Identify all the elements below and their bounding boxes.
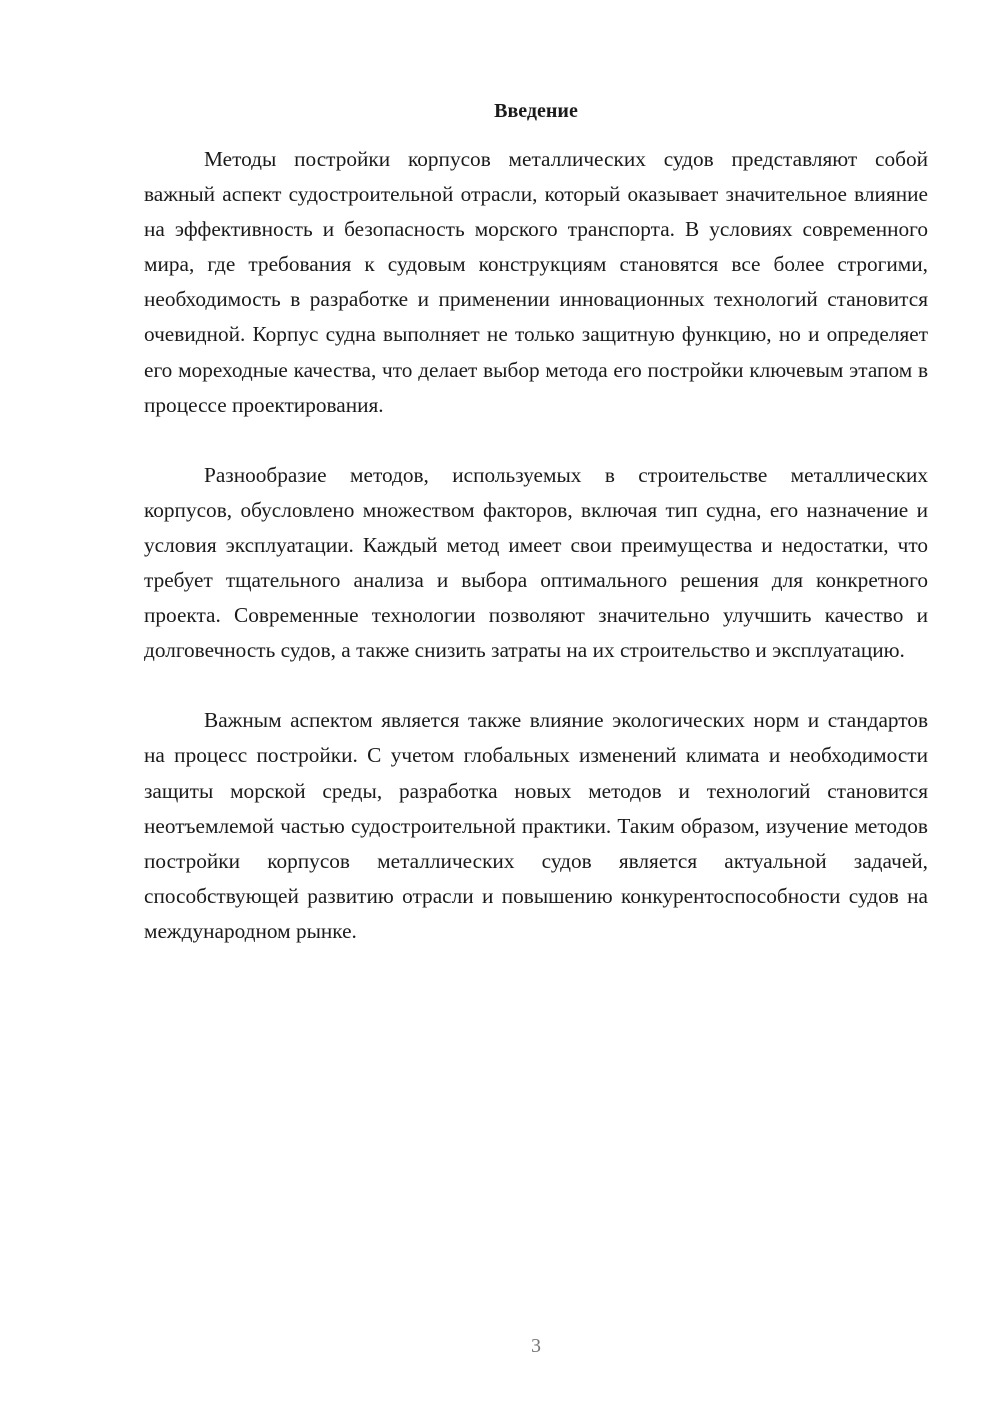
page-number: 3 [531,1335,541,1357]
body-text [144,142,928,949]
paragraph-1: Методы постройки корпусов металлических судов представляют собой важный аспект судостроительной отрасли, который оказывает значительное влияние на эффективность и безопасность морского транспорта. В условиях современного мира, где требования к судовым конструкциям становятся все более строгими, необходимость в разработке и применении инновационных технологий становится очевидной. Корпус судна выполняет не только защитную функцию, но и определяет его мореходные качества, что делает выбор метода его постройки ключевым этапом в процессе проектирования. [144,147,928,417]
paragraph-2: Разнообразие методов, используемых в строительстве металлических корпусов, обусловлено множеством факторов, включая тип судна, его назначение и условия эксплуатации. Каждый метод имеет свои преимущества и недостатки, что требует тщательного анализа и выбора оптимального решения для конкретного проекта. Современные технологии позволяют значительно улучшить качество и долговечность судов, а также снизить затраты на их строительство и эксплуатацию. [144,462,928,663]
section-heading: Введение [494,100,578,122]
paragraph-3: Важным аспектом является также влияние экологических норм и стандартов на процесс постройки. С учетом глобальных изменений климата и необходимости защиты морской среды, разработка новых методов и технологий становится неотъемлемой частью судостроительной практики. Таким образом, изучение методов постройки корпусов металлических судов является актуальной задачей, способствующей развитию отрасли и повышению конкурентоспособности судов на международном рынке. [144,708,928,943]
